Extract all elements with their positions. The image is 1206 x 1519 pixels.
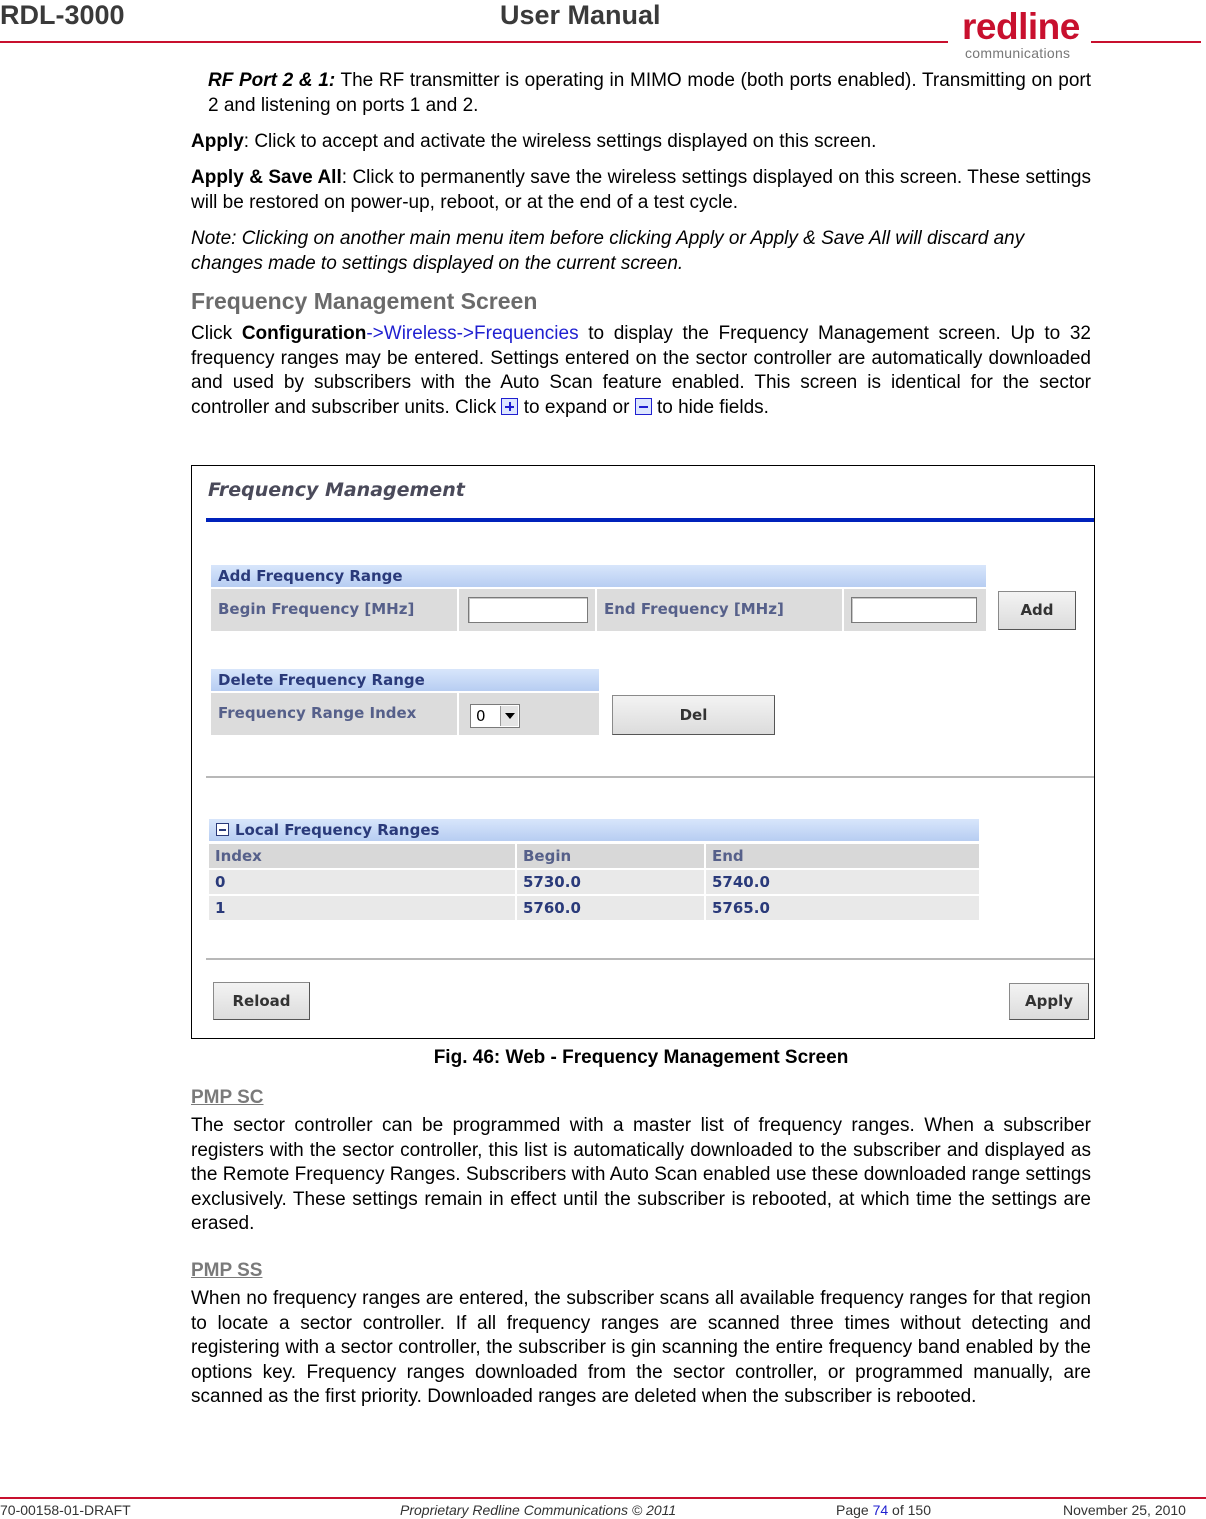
footer-doc-number: 70-00158-01-DRAFT bbox=[0, 1502, 131, 1518]
rf-port-label: RF Port 2 & 1: bbox=[208, 70, 336, 91]
doc-title: User Manual bbox=[500, 0, 661, 30]
caption-text: : Web - Frequency Management Screen bbox=[493, 1047, 849, 1068]
footer-copyright: Proprietary Redline Communications © 2011 bbox=[400, 1502, 677, 1518]
redline-logo: redline bbox=[962, 6, 1080, 47]
section-title: Frequency Management Screen bbox=[191, 288, 538, 314]
click-word: Click bbox=[191, 323, 242, 344]
note-paragraph: Note: Clicking on another main menu item before clicking Apply or Apply & Save All will discard any changes made to settings displayed on the current screen. bbox=[191, 228, 1025, 274]
doc-id: RDL-3000 bbox=[0, 0, 125, 30]
table-cell-end: 5740.0 bbox=[706, 870, 979, 894]
begin-frequency-input[interactable] bbox=[468, 597, 588, 623]
config-text: to display the Frequency Management screen. Up to 32 frequency ranges may be entered. Settings entered on the sector controller are automatically downloaded and used by subscribers with the Auto Scan feature enabled. This screen is identical for the sector controller and subscriber units. bbox=[191, 323, 1091, 418]
logo-subtitle: communications bbox=[965, 45, 1071, 61]
begin-frequency-label: Begin Frequency [MHz] bbox=[211, 589, 457, 631]
footer-date: November 25, 2010 bbox=[1063, 1502, 1186, 1518]
screen-title: Frequency Management bbox=[208, 479, 465, 501]
divider-bottom bbox=[206, 958, 1094, 960]
header-rule bbox=[0, 41, 948, 43]
table-cell-index: 1 bbox=[209, 896, 515, 920]
menu-path: ->Wireless->Frequencies bbox=[366, 323, 579, 344]
del-button[interactable]: Del bbox=[612, 695, 775, 735]
figure-caption bbox=[191, 1047, 1091, 1069]
table-cell-begin: 5730.0 bbox=[517, 870, 704, 894]
local-ranges-title: Local Frequency Ranges bbox=[235, 821, 440, 839]
pmp-sc-paragraph: The sector controller can be programmed with a master list of frequency ranges. When a subscriber registers with the sector controller, this list is automatically downloaded to the subscriber and displayed as the Remote Frequency Ranges. Subscribers with Auto Scan enabled use these downloaded range settings exclusively. These settings remain in effect until the subscriber is rebooted, at which time the settings are erased. bbox=[191, 1115, 1091, 1234]
footer-page bbox=[836, 1502, 931, 1518]
rf-port-text: The RF transmitter is operating in MIMO mode (both ports enabled). Transmitting on port 2 and listening on ports 1 and 2. bbox=[208, 70, 1091, 116]
table-cell-end: 5765.0 bbox=[706, 896, 979, 920]
column-header-end: End bbox=[706, 844, 979, 868]
end-frequency-label: End Frequency [MHz] bbox=[597, 589, 842, 631]
delete-range-header: Delete Frequency Range bbox=[211, 669, 599, 691]
apply-save-text: : Click to permanently save the wireless settings displayed on this screen. These settings will be restored on power-up, reboot, or at the end of a test cycle. bbox=[191, 167, 1091, 213]
column-header-begin: Begin bbox=[517, 844, 704, 868]
end-frequency-input[interactable] bbox=[851, 597, 977, 623]
reload-button[interactable]: Reload bbox=[213, 982, 310, 1020]
apply-label: Apply bbox=[191, 131, 244, 152]
pmp-sc-heading: PMP SC bbox=[191, 1087, 264, 1108]
pmp-ss-paragraph: When no frequency ranges are entered, the subscriber scans all available frequency ranges for that region to locate a sector controller. If all frequency ranges are scanned three times without detecting and registering with a sector controller, the subscriber is gin scanning the entire frequency band enabled by the options key. Frequency ranges downloaded from the sector controller, or programmed manually, are scanned as the first priority. Downloaded ranges are deleted when the subscriber is rebooted. bbox=[191, 1288, 1091, 1407]
page-prefix: Page bbox=[836, 1502, 873, 1518]
footer-rule bbox=[0, 1497, 1206, 1499]
divider bbox=[206, 776, 1094, 778]
pmp-ss-heading: PMP SS bbox=[191, 1260, 263, 1281]
apply-paragraph bbox=[191, 130, 1091, 155]
range-index-select[interactable] bbox=[470, 704, 520, 728]
collapse-icon[interactable] bbox=[216, 823, 229, 836]
expand-icon bbox=[501, 398, 518, 415]
header-rule-right bbox=[1091, 41, 1201, 43]
apply-button[interactable]: Apply bbox=[1009, 983, 1089, 1020]
page-number: 74 bbox=[872, 1502, 889, 1518]
title-underline-bar bbox=[206, 518, 1094, 522]
click-word-2: Click bbox=[449, 396, 502, 418]
hide-text: to hide fields. bbox=[651, 396, 769, 418]
apply-save-paragraph bbox=[191, 166, 1091, 215]
local-ranges-header[interactable] bbox=[209, 819, 979, 841]
table-cell-index: 0 bbox=[209, 870, 515, 894]
config-paragraph bbox=[191, 322, 1091, 420]
table-cell-begin: 5760.0 bbox=[517, 896, 704, 920]
page-suffix: of 150 bbox=[888, 1502, 931, 1518]
column-header-index: Index bbox=[209, 844, 515, 868]
chevron-down-icon[interactable] bbox=[500, 706, 518, 726]
apply-text: : Click to accept and activate the wireless settings displayed on this screen. bbox=[243, 131, 877, 152]
collapse-icon bbox=[635, 398, 652, 415]
apply-save-label: Apply & Save All bbox=[191, 167, 342, 188]
add-range-header: Add Frequency Range bbox=[211, 565, 986, 587]
caption-label: Fig. 46 bbox=[433, 1047, 494, 1068]
frequency-management-screenshot bbox=[191, 465, 1095, 1039]
range-index-label: Frequency Range Index bbox=[211, 693, 457, 735]
rf-port-paragraph bbox=[208, 69, 1091, 118]
expand-text: to expand or bbox=[518, 396, 635, 418]
config-word: Configuration bbox=[241, 323, 367, 344]
range-index-value: 0 bbox=[476, 707, 486, 725]
add-button[interactable]: Add bbox=[998, 591, 1076, 630]
